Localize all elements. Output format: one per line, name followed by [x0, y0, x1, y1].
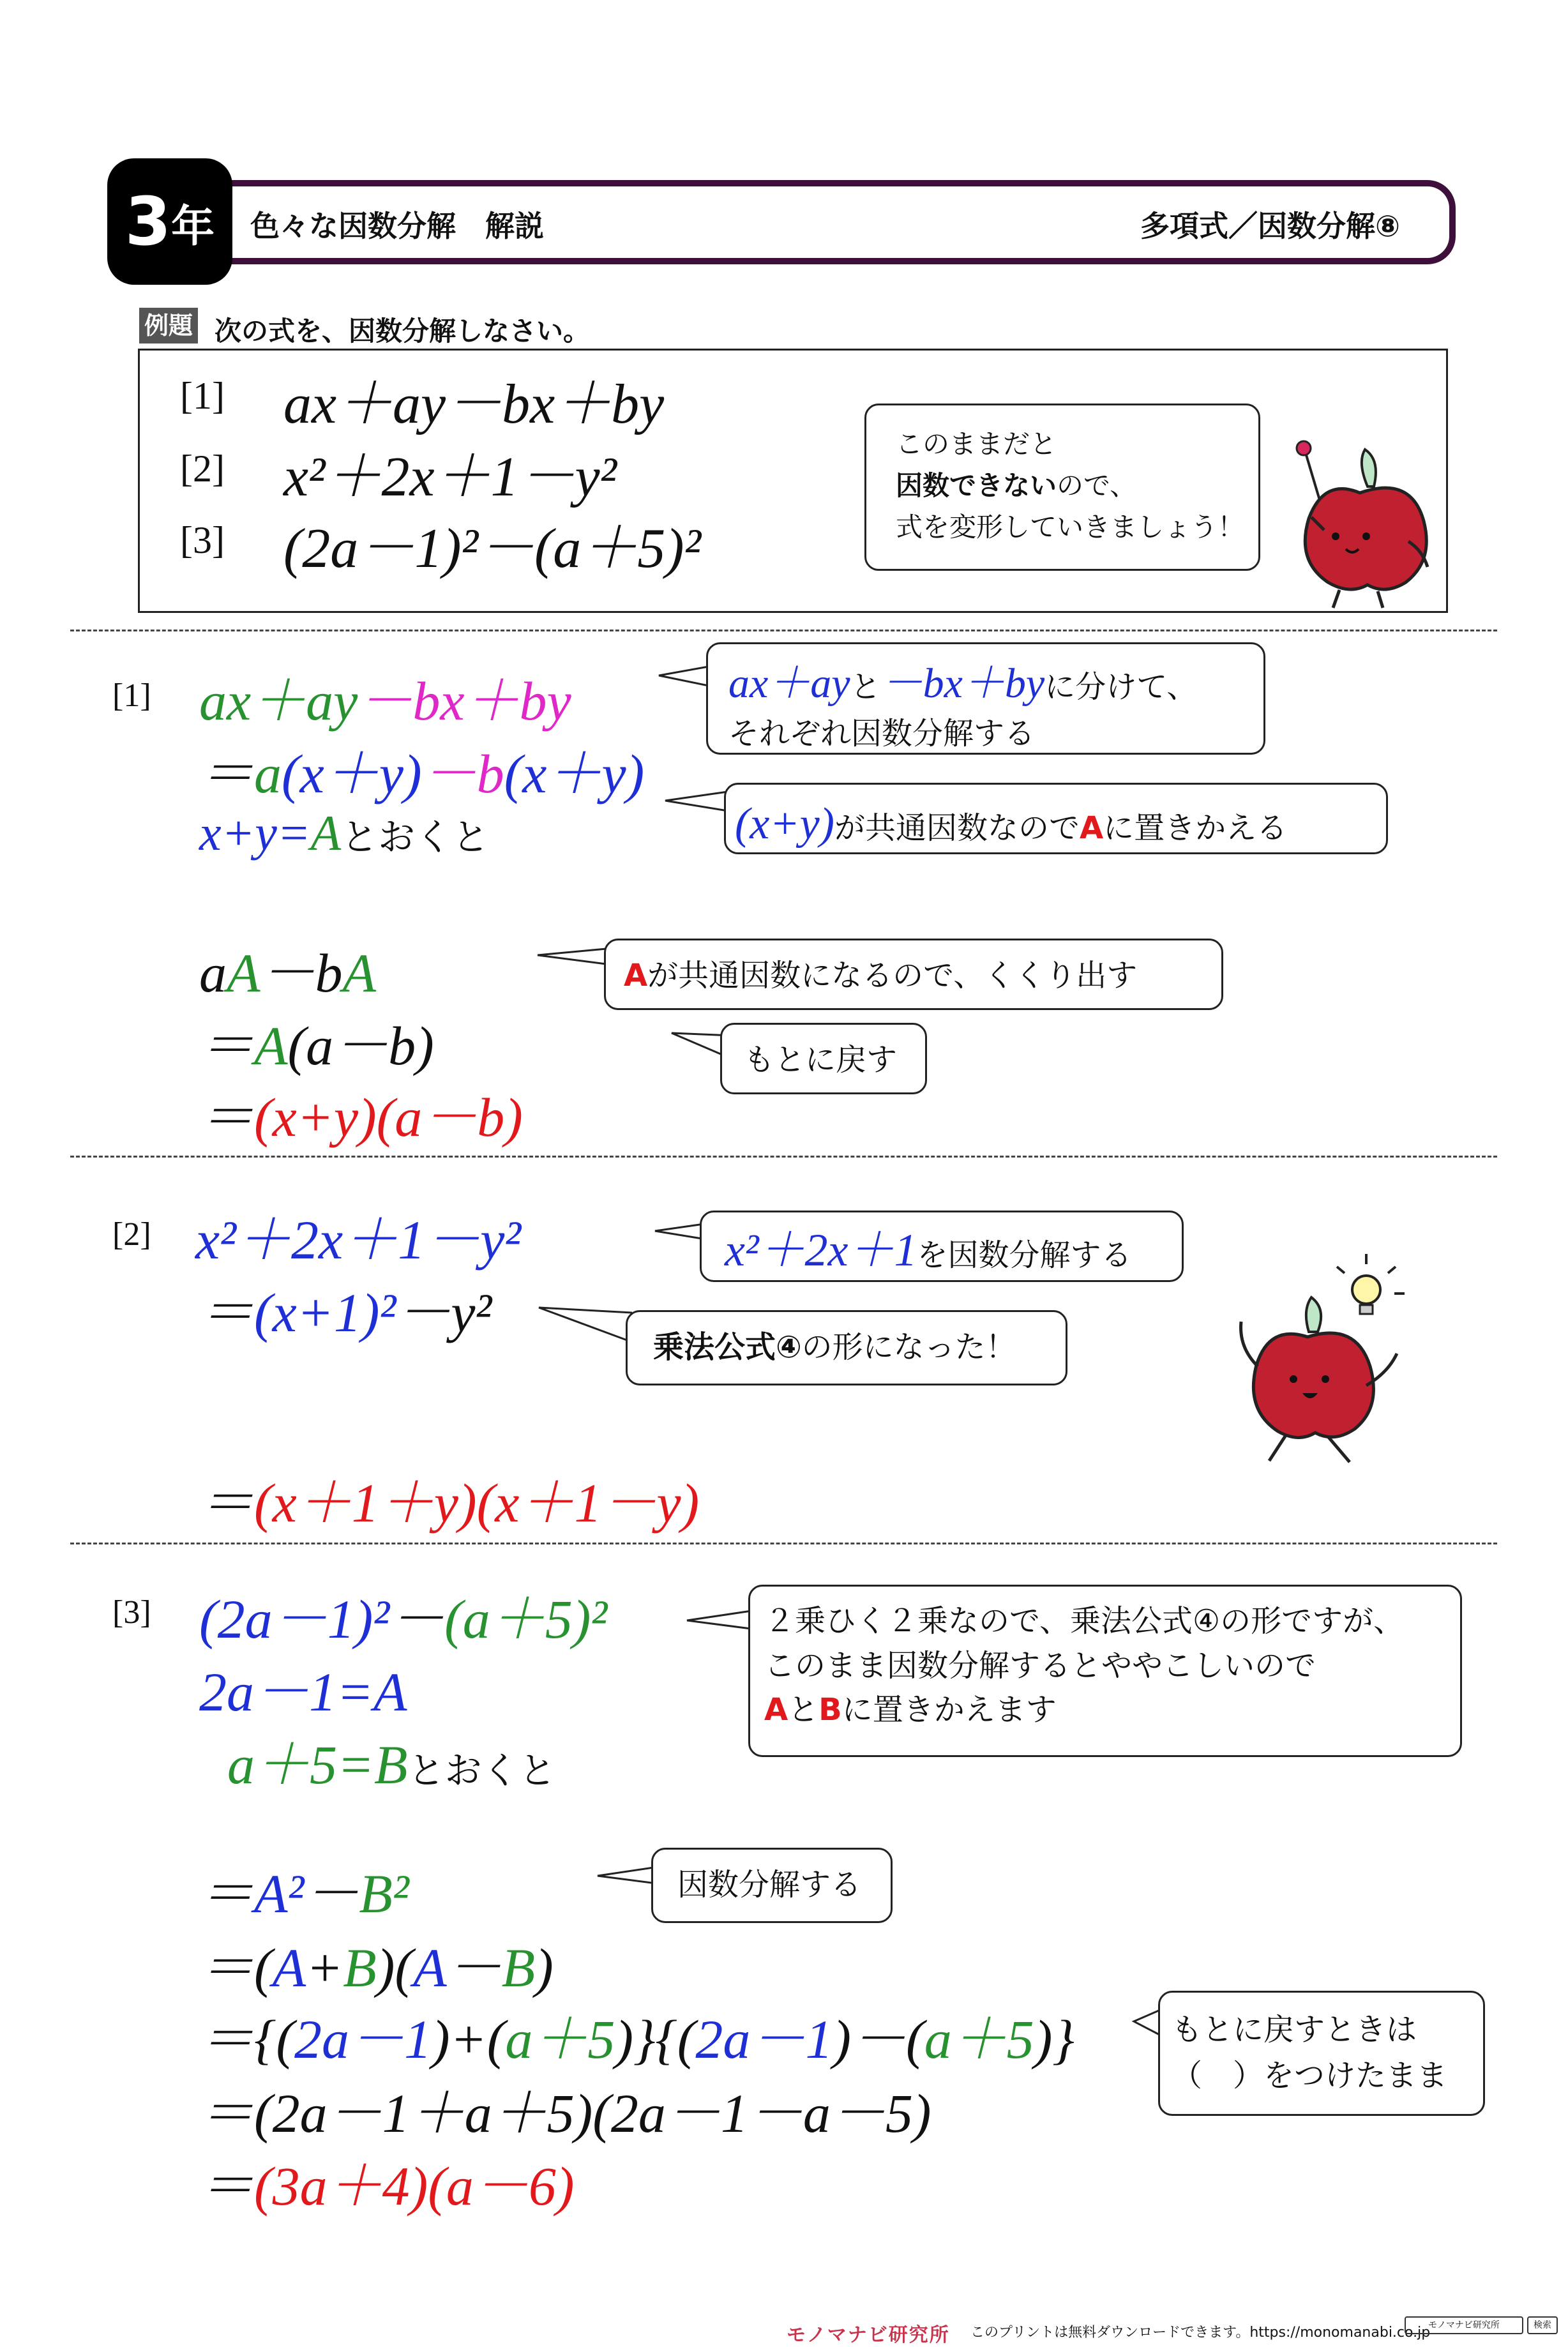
term-B: a＋5: [505, 2009, 615, 2070]
apple-mascot-pointer-icon: [1258, 434, 1449, 613]
example-instruction: 次の式を、因数分解しなさい。: [215, 315, 591, 347]
equals: ＝: [199, 2155, 254, 2217]
note-line: [896, 465, 1258, 506]
problem-expression: (2a－1)²－(a＋5)²: [283, 518, 701, 580]
var-A: A: [413, 1937, 447, 1998]
problem-number: [2]: [180, 448, 225, 490]
section-divider: [70, 1156, 1497, 1158]
solution-number: [1]: [112, 677, 151, 714]
footer-search-button[interactable]: 検索: [1527, 2316, 1558, 2334]
highlight-A: A: [1080, 810, 1104, 846]
highlight-A: A: [624, 958, 648, 993]
term-group-a: ax＋ay: [199, 670, 358, 732]
term-A: (2a－1)²: [199, 1589, 390, 1650]
footer-search-box[interactable]: モノマナビ研究所: [1405, 2316, 1523, 2334]
minus: －: [389, 1589, 445, 1650]
bold-text: 乗法公式④: [653, 1329, 802, 1365]
problem-expression: ax＋ay－bx＋by: [283, 374, 665, 435]
paren: ): [535, 1937, 554, 1998]
var-B: B²: [359, 1863, 409, 1924]
bracket: )}: [1034, 2009, 1074, 2070]
term-A: 2a－1: [695, 2009, 833, 2070]
note-line: 式を変形していきましょう！: [896, 511, 1245, 543]
bubble-line: このまま因数分解するとややこしいので: [764, 1647, 1316, 1684]
bubble-tail-icon: [664, 789, 728, 815]
bracket: )}{(: [615, 2009, 696, 2070]
grade-badge: [107, 158, 232, 285]
bubble-text: に置きかえる: [1103, 810, 1288, 846]
bubble-tail-icon: [686, 1608, 756, 1633]
solution-line-6: [199, 1995, 1074, 2074]
note-line: このままだと: [896, 428, 1057, 460]
bubble-text: に置きかえます: [841, 1692, 1057, 1728]
bubble-tail-icon: [536, 1304, 638, 1348]
term-B: a＋5: [924, 2009, 1034, 2070]
solution-line-3: [227, 1720, 556, 1799]
bubble-line: ２乗ひく２乗なので、乗法公式④の形ですが、: [764, 1603, 1405, 1639]
var-A: A: [342, 942, 377, 1004]
common-factor: (x＋y): [504, 743, 645, 804]
answer: (x+y)(a－b): [254, 1087, 523, 1148]
bubble-text: に分けて、: [1044, 669, 1198, 705]
example-tag: 例題: [139, 308, 198, 343]
solution-number: [3]: [112, 1594, 151, 1631]
highlight-A: A: [764, 1692, 788, 1728]
solution-line-8: [199, 2141, 575, 2221]
answer: (x＋1＋y)(x＋1－y): [254, 1472, 700, 1534]
explain-bubble-9: [1158, 1991, 1485, 2116]
term: －y²: [396, 1282, 492, 1343]
explain-bubble-3: [604, 939, 1223, 1010]
bubble-text: と: [788, 1692, 819, 1728]
equals: ＝: [199, 1863, 254, 1924]
minus: －: [304, 1863, 359, 1924]
explain-bubble-5: [700, 1211, 1184, 1282]
problem-expression: x²＋2x＋1－y²: [283, 446, 617, 508]
explain-bubble-6: [626, 1310, 1067, 1385]
bubble-text: の形になった！: [801, 1329, 1016, 1365]
var-A: A: [272, 1937, 306, 1998]
bubble-text: が共通因数になるので、くくり出す: [647, 958, 1138, 993]
bubble-line: それぞれ因数分解する: [728, 716, 1036, 752]
substitution-var: B: [374, 1734, 408, 1795]
grade-unit: 年: [171, 202, 215, 252]
term-group-b: －bx＋by: [358, 670, 571, 732]
equals: ＝: [199, 1472, 254, 1534]
solution-line-3: [199, 1458, 699, 1537]
explain-bubble-7: [748, 1585, 1462, 1757]
section-divider: [70, 630, 1497, 631]
math-term: (x+y): [735, 799, 834, 849]
solution-line-1: [199, 1574, 607, 1654]
bracket: )－(: [833, 2009, 924, 2070]
bubble-text: が共通因数なので: [834, 810, 1080, 846]
highlight-B: B: [818, 1692, 842, 1728]
term-b: －b: [421, 743, 504, 804]
solution-line-6: [199, 1073, 523, 1152]
term-B: (a＋5)²: [444, 1589, 608, 1650]
solution-line-4: [199, 1849, 409, 1928]
bubble-text: を因数分解する: [917, 1237, 1132, 1273]
common-factor: (x＋y): [282, 743, 422, 804]
note-rest: ので、: [1057, 470, 1137, 502]
solution-line-4: [199, 928, 376, 1007]
explain-bubble-8: 因数分解する: [651, 1848, 893, 1923]
term: －b: [260, 942, 343, 1004]
answer: (3a＋4)(a－6): [254, 2155, 575, 2217]
bubble-tail-icon: [536, 947, 607, 967]
footer-note: このプリントは無料ダウンロードできます。https://monomanabi.co.jp: [970, 2325, 1431, 2341]
term-A: 2a－1: [294, 2009, 432, 2070]
substitution-text: とおくと: [407, 1749, 556, 1792]
problem-number: [3]: [180, 519, 225, 561]
bubble-line: [764, 1688, 1460, 1733]
substitution-expr: a＋5=: [227, 1734, 375, 1795]
bubble-line: [728, 654, 1263, 713]
example-note-bubble: [864, 404, 1260, 571]
substitution-var: A: [310, 805, 342, 861]
solution-line-2: [199, 1268, 492, 1347]
bracket: )+(: [432, 2009, 506, 2070]
solution-line-1: x²＋2x＋1－y²: [195, 1209, 522, 1271]
term-a: a: [254, 743, 282, 804]
solution-line-2: 2a－1=A: [199, 1661, 407, 1723]
solution-number: [2]: [112, 1216, 151, 1253]
paren: )(: [376, 1937, 414, 1998]
equals: ＝: [199, 1282, 254, 1343]
unit-label: 多項式／因数分解⑧: [1140, 209, 1400, 243]
minus: －: [446, 1937, 502, 1998]
note-bold: 因数できない: [896, 470, 1057, 502]
var-B: B: [501, 1937, 536, 1998]
problem-number: [1]: [180, 375, 225, 417]
substitution-text: とおくと: [341, 815, 490, 859]
apple-mascot-idea-icon: [1232, 1251, 1411, 1481]
grade-number: 3: [124, 183, 172, 260]
solution-line-3: [199, 804, 489, 862]
equals: ＝(: [199, 1937, 273, 1998]
equals: ＝: [199, 1087, 254, 1148]
var-A: A: [227, 942, 260, 1004]
substitution-expr: x+y=: [199, 805, 311, 861]
var-B: B: [343, 1937, 377, 1998]
section-divider: [70, 1543, 1497, 1544]
math-term: x²＋2x＋1: [725, 1225, 917, 1276]
bracket: ＝{(: [199, 2009, 295, 2070]
bubble-line: もとに戻すときは: [1172, 2012, 1417, 2048]
solution-line-5: [199, 1923, 554, 2002]
var-A: A: [254, 1015, 288, 1076]
square-term: (x+1)²: [254, 1282, 396, 1343]
plus: +: [306, 1937, 343, 1998]
explain-bubble-4: もとに戻す: [720, 1023, 927, 1094]
page-title: 色々な因数分解 解説: [250, 209, 544, 243]
footer-brand-logo: モノマナビ研究所: [787, 2324, 950, 2346]
math-term: ax＋ay: [728, 660, 850, 707]
solution-line-2: [199, 729, 644, 808]
solution-line-7: ＝(2a－1＋a＋5)(2a－1－a－5): [199, 2083, 931, 2144]
bubble-line: （ ）をつけたまま: [1172, 2058, 1448, 2094]
term: a: [199, 942, 227, 1004]
explain-bubble-1: [706, 642, 1265, 755]
math-term: －bx＋by: [880, 660, 1045, 707]
bubble-text: と: [850, 669, 881, 705]
bubble-tail-icon: [658, 664, 709, 690]
term: (a－b): [287, 1015, 434, 1076]
var-A: A²: [254, 1863, 305, 1924]
solution-line-1: [199, 656, 571, 736]
solution-line-5: [199, 1001, 434, 1080]
explain-bubble-2: [724, 783, 1388, 854]
equals: ＝: [199, 743, 254, 804]
equals: ＝: [199, 1015, 254, 1076]
